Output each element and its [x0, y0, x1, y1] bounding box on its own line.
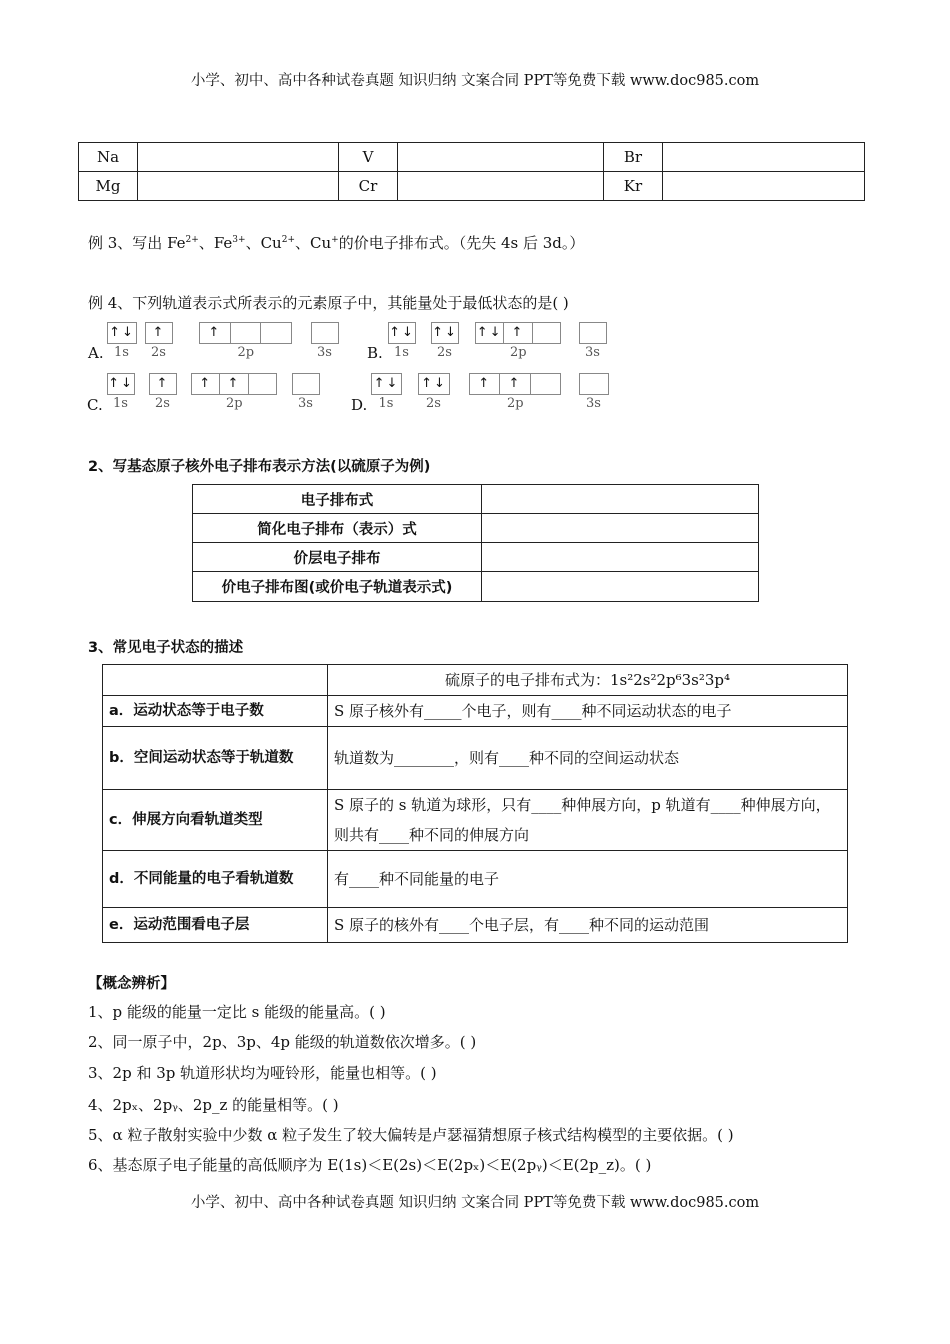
- concept-item: 4、2pₓ、2pᵧ、2p_z 的能量相等。( ): [88, 1096, 339, 1114]
- orbital-box-2p: [469, 373, 561, 395]
- orbital-cell: [580, 323, 606, 343]
- orbital-cell: [231, 323, 262, 343]
- answer-cell[interactable]: [663, 172, 865, 201]
- orbital-cell: ↑↓: [476, 323, 504, 343]
- row-label: 简化电子排布（表示）式: [193, 514, 482, 543]
- orbital-cell: [580, 374, 608, 394]
- orbital-label: 2p: [226, 396, 243, 411]
- orbital-label: 1s: [113, 396, 128, 411]
- orbital-label: 2p: [510, 345, 527, 360]
- orbital-box-1s: [107, 322, 137, 344]
- orbital-box-2s: [431, 322, 459, 344]
- page-footer: 小学、初中、高中各种试卷真题 知识归纳 文案合同 PPT等免费下载 www.doc985.com: [190, 1195, 760, 1211]
- answer-cell[interactable]: [663, 143, 865, 172]
- answer-cell[interactable]: [138, 143, 339, 172]
- orbital-label: 2s: [151, 345, 166, 360]
- orbital-cell: [312, 323, 338, 343]
- orbital-cell: ↑: [152, 325, 166, 340]
- element-cell: V: [339, 143, 398, 172]
- concept-item: 6、基态原子电子能量的高低顺序为 E(1s)＜E(2s)＜E(2pₓ)＜E(2pᵧ)＜E(2p_z)。( ): [88, 1156, 652, 1174]
- orbital-label: 1s: [114, 345, 129, 360]
- row-label: e．运动范围看电子层: [103, 908, 328, 943]
- row-content[interactable]: S 原子的核外有____个电子层，有____种不同的运动范围: [328, 908, 848, 943]
- orbital-box-2s: [149, 373, 177, 395]
- orbital-box-1s: [107, 373, 135, 395]
- orbital-box-3s: [292, 373, 320, 395]
- orbital-cell: ↑: [504, 323, 532, 343]
- answer-cell[interactable]: [398, 172, 604, 201]
- orbital-box-2p: [475, 322, 561, 344]
- orbital-cell: ↑: [156, 376, 170, 391]
- row-content[interactable]: S 原子核外有_____个电子，则有____种不同运动状态的电子: [328, 696, 848, 727]
- section-3-title: 3、常见电子状态的描述: [88, 640, 244, 656]
- option-label[interactable]: B.: [367, 344, 383, 362]
- orbital-box-2s: [145, 322, 173, 344]
- answer-cell[interactable]: [482, 514, 759, 543]
- orbital-label: 3s: [585, 345, 600, 360]
- answer-cell[interactable]: [482, 572, 759, 602]
- concepts-title: 【概念辨析】: [88, 976, 175, 992]
- orbital-cell: ↑↓: [421, 376, 447, 391]
- orbital-cell: [249, 374, 276, 394]
- row-label: 价电子排布图(或价电子轨道表示式): [193, 572, 482, 602]
- element-cell: Kr: [604, 172, 663, 201]
- row-label: a．运动状态等于电子数: [103, 696, 328, 727]
- row-content[interactable]: 有____种不同能量的电子: [328, 851, 848, 908]
- answer-cell[interactable]: [138, 172, 339, 201]
- concept-item: 1、p 能级的能量一定比 s 能级的能量高。( ): [88, 1003, 386, 1021]
- answer-cell[interactable]: [482, 485, 759, 514]
- example-4-question: 例 4、下列轨道表示式所表示的元素原子中，其能量处于最低状态的是( ): [88, 294, 569, 312]
- orbital-label: 2p: [507, 396, 524, 411]
- orbital-cell: [261, 323, 291, 343]
- orbital-box-3s: [311, 322, 339, 344]
- orbital-cell: ↑: [470, 374, 500, 394]
- row-label: b．空间运动状态等于轨道数: [103, 727, 328, 790]
- orbital-cell: ↑: [220, 374, 248, 394]
- example-3: 例 3、写出 $Fe^{2+}$、$Fe^{3+}$、$Cu^{2+}$、Cu+的价电子排布式。（先失 4s 后 3d。）: [88, 234, 585, 252]
- orbital-box-2p: [199, 322, 292, 344]
- orbital-label: 2s: [437, 345, 452, 360]
- section-2-title: 2、写基态原子核外电子排布表示方法(以硫原子为例): [88, 459, 431, 475]
- orbital-cell: ↑↓: [389, 325, 415, 340]
- orbital-box-2s: [418, 373, 450, 395]
- orbital-cell: ↑↓: [108, 376, 134, 391]
- orbital-box-1s: [371, 373, 402, 395]
- row-label: 电子排布式: [193, 485, 482, 514]
- orbital-box-3s: [579, 322, 607, 344]
- row-content[interactable]: S 原子的 s 轨道为球形，只有____种伸展方向，p 轨道有____种伸展方向，则共有____种不同的伸展方向: [328, 790, 848, 851]
- orbital-label: 3s: [586, 396, 601, 411]
- concept-item: 2、同一原子中，2p、3p、4p 能级的轨道数依次增多。( ): [88, 1033, 477, 1051]
- element-cell: Mg: [79, 172, 138, 201]
- row-label: c．伸展方向看轨道类型: [103, 790, 328, 851]
- option-label[interactable]: A.: [88, 344, 104, 362]
- orbital-cell: [293, 374, 319, 394]
- orbital-cell: [531, 374, 560, 394]
- orbital-label: 2s: [426, 396, 441, 411]
- element-table: [78, 142, 865, 201]
- electron-state-table: [102, 664, 848, 943]
- concept-item: 5、α 粒子散射实验中少数 α 粒子发生了较大偏转是卢瑟福猜想原子核式结构模型的主要依据。( ): [88, 1126, 734, 1144]
- orbital-label: 2s: [155, 396, 170, 411]
- notation-table: [192, 484, 759, 602]
- orbital-cell: ↑↓: [432, 325, 458, 340]
- header-text: 硫原子的电子排布式为：1s²2s²2p⁶3s²3p⁴: [328, 665, 848, 696]
- answer-cell[interactable]: [398, 143, 604, 172]
- orbital-cell: [533, 323, 560, 343]
- concept-item: 3、2p 和 3p 轨道形状均为哑铃形，能量也相等。( ): [88, 1064, 437, 1082]
- orbital-label: 2p: [237, 345, 255, 360]
- orbital-box-2p: [191, 373, 277, 395]
- orbital-label: 3s: [317, 345, 332, 360]
- orbital-cell: ↑: [192, 374, 220, 394]
- orbital-label: 3s: [298, 396, 313, 411]
- orbital-label: 1s: [378, 396, 394, 411]
- row-content[interactable]: 轨道数为________，则有____种不同的空间运动状态: [328, 727, 848, 790]
- row-label: d．不同能量的电子看轨道数: [103, 851, 328, 908]
- element-cell: Br: [604, 143, 663, 172]
- orbital-cell: ↑↓: [109, 325, 135, 340]
- answer-cell[interactable]: [482, 543, 759, 572]
- orbital-box-3s: [579, 373, 609, 395]
- option-label[interactable]: C.: [87, 396, 103, 414]
- orbital-cell: ↑↓: [373, 376, 400, 391]
- element-cell: Cr: [339, 172, 398, 201]
- orbital-cell: ↑: [500, 374, 530, 394]
- element-cell: Na: [79, 143, 138, 172]
- orbital-cell: ↑: [200, 323, 231, 343]
- page-header: 小学、初中、高中各种试卷真题 知识归纳 文案合同 PPT等免费下载 www.doc985.com: [190, 73, 760, 89]
- orbital-label: 1s: [394, 345, 409, 360]
- option-label[interactable]: D.: [351, 396, 368, 414]
- orbital-box-1s: [388, 322, 416, 344]
- row-label: 价层电子排布: [193, 543, 482, 572]
